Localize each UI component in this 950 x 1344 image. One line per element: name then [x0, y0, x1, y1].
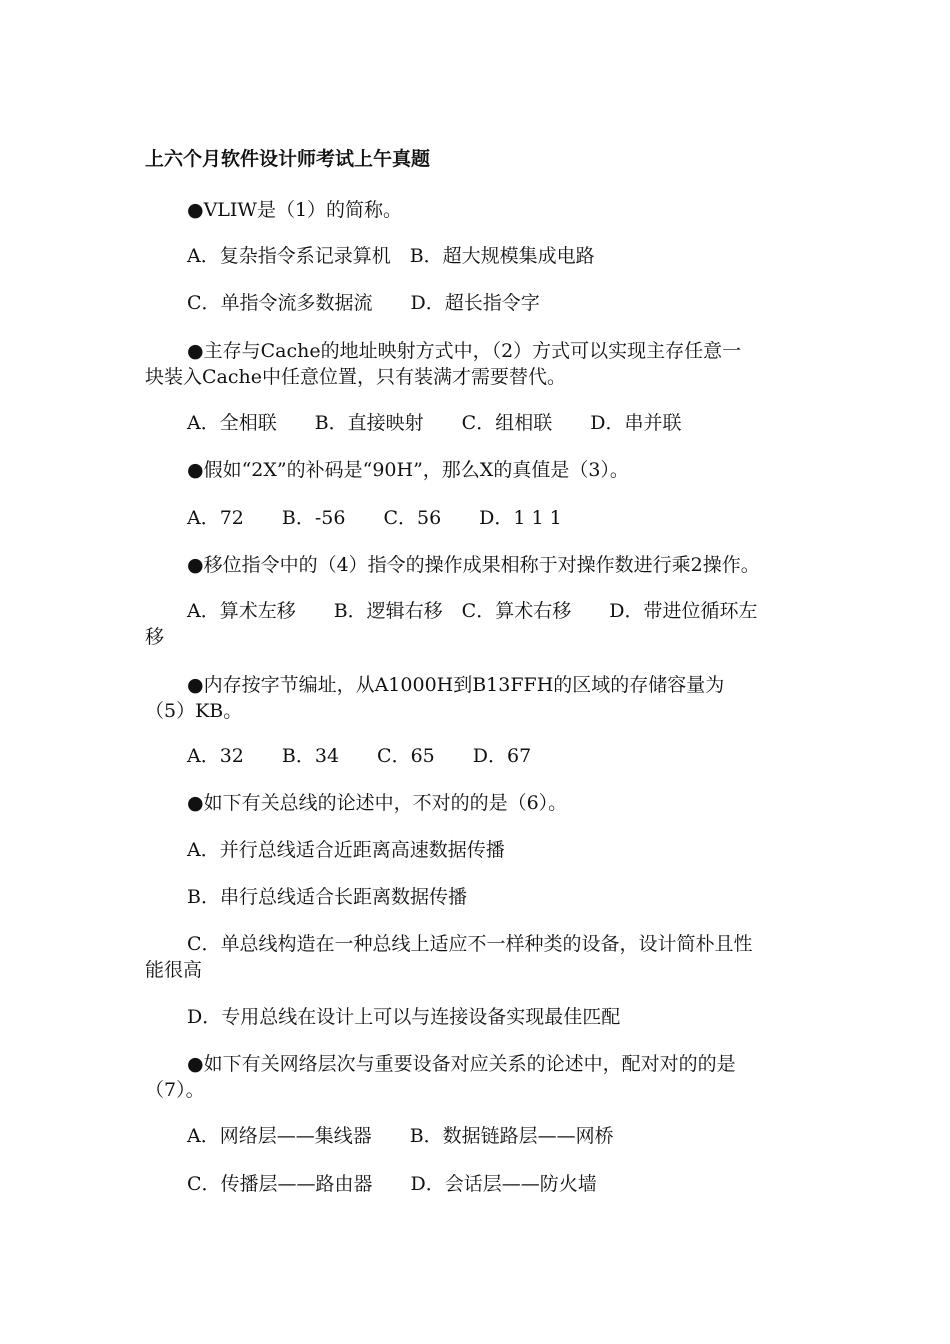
question-4-options-line1: A．算术左移 B．逻辑右移 C．算术右移 D．带进位循环左: [187, 600, 758, 622]
question-6-option-d: D．专用总线在设计上可以与连接设备实现最佳匹配: [187, 1006, 621, 1028]
question-1-text: ●VLIW是（1）的简称。: [187, 199, 403, 221]
question-4-text: ●移位指令中的（4）指令的操作成果相称于对操作数进行乘2操作。: [187, 554, 760, 576]
question-7-text-line2: （7）。: [145, 1079, 205, 1101]
page-title: 上六个月软件设计师考试上午真题: [145, 148, 431, 170]
question-5-text-line1: ●内存按字节编址，从A1000H到B13FFH的区域的存储容量为: [187, 674, 725, 696]
question-5-options: A．32 B．34 C．65 D．67: [187, 745, 532, 767]
question-7-options-line1: A．网络层——集线器 B．数据链路层——网桥: [187, 1125, 614, 1147]
question-6-option-a: A．并行总线适合近距离高速数据传播: [187, 839, 505, 861]
question-2-options: A．全相联 B．直接映射 C．组相联 D．串并联: [187, 412, 682, 434]
question-2-text-line2: 块装入Cache中任意位置，只有装满才需要替代。: [145, 366, 566, 388]
question-6-text: ●如下有关总线的论述中，不对的的是（6）。: [187, 792, 568, 814]
question-7-text-line1: ●如下有关网络层次与重要设备对应关系的论述中，配对对的的是: [187, 1053, 736, 1075]
question-3-text: ●假如“2X”的补码是“90H”，那么X的真值是（3）。: [187, 459, 629, 481]
question-6-option-c-line2: 能很高: [145, 959, 203, 981]
question-3-options: A．72 B．-56 C．56 D．1 1 1: [187, 507, 562, 529]
question-2-text-line1: ●主存与Cache的地址映射方式中，（2）方式可以实现主存任意一: [187, 340, 742, 362]
question-6-option-c-line1: C．单总线构造在一种总线上适应不一样种类的设备，设计简朴且性: [187, 933, 753, 955]
question-7-options-line2: C．传播层——路由器 D．会话层——防火墙: [187, 1173, 597, 1195]
question-1-options-line2: C．单指令流多数据流 D．超长指令字: [187, 292, 540, 314]
question-5-text-line2: （5）KB。: [145, 700, 243, 722]
question-6-option-b: B．串行总线适合长距离数据传播: [187, 886, 467, 908]
question-1-options-line1: A．复杂指令系记录算机 B．超大规模集成电路: [187, 245, 595, 267]
question-4-options-line2: 移: [145, 626, 165, 648]
